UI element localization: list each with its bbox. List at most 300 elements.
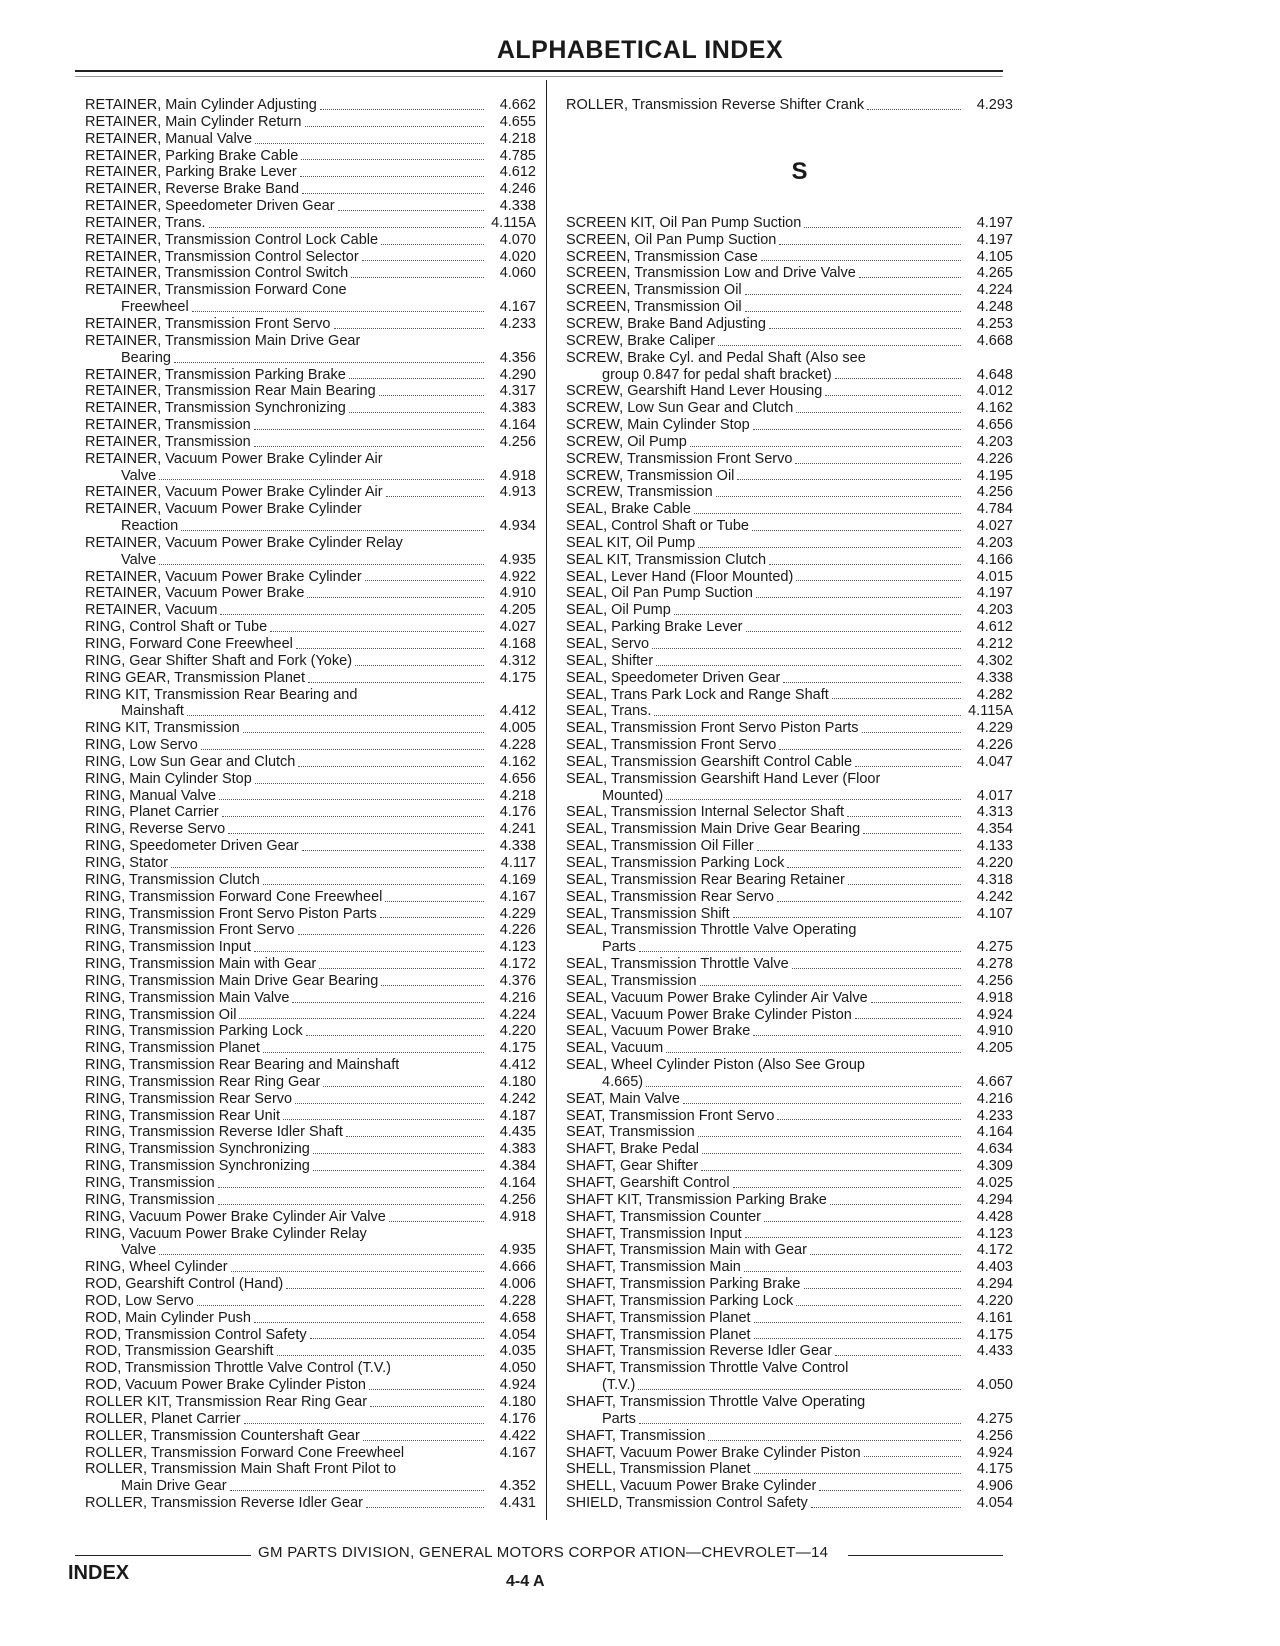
entry-group-number: 4.309 [976, 1158, 1013, 1175]
dot-leader [819, 1490, 961, 1491]
entry-group-number: 4.216 [499, 989, 536, 1006]
index-entry [85, 552, 536, 569]
entry-group-number: 4.015 [976, 568, 1013, 585]
entry-part-name: SHAFT, Transmission Main [566, 1259, 741, 1276]
entry-part-name: RING, Speedometer Driven Gear [85, 838, 299, 855]
entry-part-name: RING, Transmission Parking Lock [85, 1023, 303, 1040]
index-entry [566, 1411, 1013, 1428]
entry-part-name: RETAINER, Vacuum Power Brake Cylinder Air [85, 484, 383, 501]
entry-part-name: SHAFT, Transmission Throttle Valve Operating [566, 1393, 866, 1410]
entry-part-name: (T.V.) [602, 1377, 636, 1394]
dot-leader [792, 968, 961, 969]
blank-line [566, 114, 1013, 131]
entry-group-number: 4.246 [499, 181, 536, 198]
entry-part-name: ROD, Transmission Gearshift [85, 1343, 274, 1360]
entry-part-name: RETAINER, Transmission Forward Cone [85, 282, 347, 299]
entry-part-name: ROLLER, Transmission Reverse Idler Gear [85, 1495, 364, 1512]
index-entry [566, 569, 1013, 586]
index-entry [566, 737, 1013, 754]
index-entry [85, 653, 536, 670]
index-entry [566, 1445, 1013, 1462]
dot-leader [300, 176, 484, 177]
dot-leader [263, 884, 484, 885]
dot-leader [744, 1271, 961, 1272]
entry-part-name: Freewheel [121, 299, 189, 316]
dot-leader [385, 901, 484, 902]
dot-leader [652, 648, 961, 649]
entry-group-number: 4.242 [499, 1090, 536, 1107]
entry-group-number: 4.047 [976, 753, 1013, 770]
entry-group-number: 4.612 [976, 619, 1013, 636]
index-entry [85, 350, 536, 367]
index-entry [566, 1226, 1013, 1243]
entry-part-name: ROLLER, Transmission Main Shaft Front Pilot to [85, 1461, 397, 1478]
dot-leader [307, 597, 484, 598]
dot-leader [666, 1052, 961, 1053]
index-entry [566, 434, 1013, 451]
dot-leader [244, 1423, 484, 1424]
entry-part-name: SHAFT, Gear Shifter [566, 1158, 699, 1175]
index-entry [566, 282, 1013, 299]
index-entry [566, 906, 1013, 923]
entry-group-number: 4.655 [499, 113, 536, 130]
index-entry [566, 1276, 1013, 1293]
entry-group-number: 4.924 [976, 1006, 1013, 1023]
dot-leader [638, 1389, 961, 1390]
dot-leader [159, 564, 484, 565]
index-entry [85, 97, 536, 114]
entry-part-name: RING, Transmission Front Servo Piston Parts [85, 905, 377, 922]
entry-part-name: SHAFT, Transmission Counter [566, 1208, 762, 1225]
dot-leader [783, 682, 961, 683]
entry-part-name: RING, Transmission Forward Cone Freewheel [85, 888, 383, 905]
index-entry [566, 1158, 1013, 1175]
index-entry [85, 501, 536, 518]
index-entry [566, 1428, 1013, 1445]
entry-group-number: 4.906 [976, 1478, 1013, 1495]
dot-leader [702, 1153, 961, 1154]
index-entry [566, 754, 1013, 771]
entry-group-number: 4.180 [499, 1073, 536, 1090]
entry-group-number: 4.203 [976, 534, 1013, 551]
entry-group-number: 4.924 [499, 1377, 536, 1394]
index-entry [85, 838, 536, 855]
entry-group-number: 4.384 [499, 1158, 536, 1175]
entry-part-name: SEAL, Lever Hand (Floor Mounted) [566, 568, 794, 585]
entry-group-number: 4.412 [499, 1057, 536, 1074]
entry-group-number: 4.433 [976, 1343, 1013, 1360]
page-title: ALPHABETICAL INDEX [496, 36, 784, 64]
index-entry [85, 703, 536, 720]
dot-leader [296, 648, 484, 649]
dot-leader [295, 1103, 484, 1104]
dot-leader [320, 109, 484, 110]
index-entry [85, 1259, 536, 1276]
dot-leader [796, 412, 961, 413]
dot-leader [654, 715, 961, 716]
dot-leader [752, 530, 961, 531]
entry-part-name: RETAINER, Speedometer Driven Gear [85, 198, 335, 215]
entry-part-name: RING, Transmission Oil [85, 1006, 237, 1023]
dot-leader [174, 362, 484, 363]
index-entry [566, 97, 1013, 114]
dot-leader [159, 479, 484, 480]
index-entry [566, 400, 1013, 417]
entry-part-name: SEAL, Trans. [566, 703, 652, 720]
index-entry [85, 535, 536, 552]
dot-leader [698, 1136, 961, 1137]
dot-leader [795, 463, 961, 464]
entry-group-number: 4.167 [499, 299, 536, 316]
dot-leader [753, 1035, 961, 1036]
entry-part-name: SCREEN, Transmission Oil [566, 299, 742, 316]
entry-part-name: RING, Transmission Reverse Idler Shaft [85, 1124, 343, 1141]
dot-leader [701, 1170, 961, 1171]
dot-leader [745, 294, 961, 295]
dot-leader [716, 496, 961, 497]
entry-group-number: 4.352 [499, 1478, 536, 1495]
index-entry [566, 1377, 1013, 1394]
entry-group-number: 4.935 [499, 551, 536, 568]
dot-leader [159, 1254, 484, 1255]
entry-part-name: SHELL, Transmission Planet [566, 1461, 751, 1478]
dot-leader [298, 934, 485, 935]
index-entry [85, 400, 536, 417]
dot-leader [255, 143, 484, 144]
index-entry [566, 535, 1013, 552]
entry-group-number: 4.169 [499, 871, 536, 888]
entry-part-name: RETAINER, Vacuum Power Brake [85, 585, 305, 602]
entry-part-name: 4.665) [602, 1073, 644, 1090]
dot-leader [646, 1086, 961, 1087]
entry-group-number: 4.050 [499, 1360, 536, 1377]
entry-group-number: 4.228 [499, 1292, 536, 1309]
index-entry [85, 299, 536, 316]
entry-part-name: RETAINER, Transmission Main Drive Gear [85, 332, 361, 349]
entry-group-number: 4.167 [499, 1444, 536, 1461]
entry-part-name: ROLLER, Transmission Reverse Shifter Crank [566, 97, 865, 113]
entry-group-number: 4.256 [976, 484, 1013, 501]
index-entry [85, 1074, 536, 1091]
entry-group-number: 4.293 [976, 97, 1013, 113]
dot-leader [338, 210, 484, 211]
index-entry [85, 1091, 536, 1108]
dot-leader [830, 1204, 961, 1205]
dot-leader [306, 1035, 484, 1036]
dot-leader [698, 547, 961, 548]
entry-group-number: 4.220 [976, 1292, 1013, 1309]
index-entry [85, 1192, 536, 1209]
entry-group-number: 4.376 [499, 972, 536, 989]
entry-part-name: ROD, Transmission Throttle Valve Control (T.V.) [85, 1360, 391, 1377]
entry-group-number: 4.205 [976, 1040, 1013, 1057]
entry-part-name: RETAINER, Parking Brake Cable [85, 147, 299, 164]
entry-part-name: RETAINER, Transmission [85, 417, 251, 434]
dot-leader [754, 1322, 961, 1323]
dot-leader [811, 1507, 961, 1508]
entry-group-number: 4.612 [499, 164, 536, 181]
dot-leader [298, 766, 484, 767]
entry-part-name: RETAINER, Trans. [85, 214, 206, 231]
entry-part-name: RING, Forward Cone Freewheel [85, 636, 293, 652]
entry-group-number: 4.248 [976, 299, 1013, 316]
dot-leader [769, 564, 961, 565]
entry-part-name: RING, Transmission Synchronizing [85, 1141, 310, 1158]
entry-part-name: SEAL, Oil Pump [566, 602, 671, 619]
blank-line [566, 198, 1013, 215]
entry-part-name: RING, Low Sun Gear and Clutch [85, 753, 296, 770]
dot-leader [769, 328, 961, 329]
entry-group-number: 4.934 [499, 518, 536, 535]
entry-part-name: SEAL, Transmission Throttle Valve [566, 956, 789, 973]
entry-group-number: 4.164 [976, 1124, 1013, 1141]
dot-leader [313, 1153, 484, 1154]
entry-part-name: SEAL, Transmission Rear Servo [566, 888, 774, 905]
index-entry [566, 468, 1013, 485]
entry-part-name: Valve [121, 467, 157, 484]
entry-part-name: SEAL, Transmission Front Servo [566, 737, 777, 754]
dot-leader [757, 850, 961, 851]
entry-group-number: 4.205 [499, 602, 536, 619]
index-entry [85, 1360, 536, 1377]
entry-part-name: RETAINER, Vacuum Power Brake Cylinder [85, 568, 362, 585]
dot-leader [308, 682, 484, 683]
entry-group-number: 4.338 [499, 198, 536, 215]
entry-part-name: SCREW, Gearshift Hand Lever Housing [566, 383, 823, 400]
entry-group-number: 4.317 [499, 383, 536, 400]
dot-leader [181, 530, 484, 531]
index-entry [85, 114, 536, 131]
entry-part-name: SEAL, Transmission Shift [566, 905, 730, 922]
index-entry [566, 501, 1013, 518]
entry-part-name: Reaction [121, 518, 179, 535]
dot-leader [690, 446, 961, 447]
dot-leader [666, 799, 961, 800]
entry-group-number: 4.070 [499, 231, 536, 248]
dot-leader [745, 311, 961, 312]
dot-leader [804, 227, 961, 228]
index-entry [85, 804, 536, 821]
index-entry [85, 1327, 536, 1344]
entry-group-number: 4.218 [499, 787, 536, 804]
dot-leader [674, 614, 961, 615]
index-entry [85, 1445, 536, 1462]
entry-part-name: RING, Wheel Cylinder [85, 1259, 228, 1276]
dot-leader [263, 1052, 484, 1053]
entry-part-name: Bearing [121, 349, 171, 366]
dot-leader [228, 833, 484, 834]
index-entry [85, 1175, 536, 1192]
index-entry [566, 636, 1013, 653]
index-entry [85, 602, 536, 619]
index-entry [85, 619, 536, 636]
dot-leader [334, 328, 485, 329]
entry-part-name: SEAL, Oil Pan Pump Suction [566, 585, 753, 602]
dot-leader [218, 1187, 484, 1188]
entry-group-number: 4.027 [499, 619, 536, 636]
entry-group-number: 4.224 [976, 282, 1013, 299]
index-entry [85, 906, 536, 923]
entry-part-name: SEAL, Shifter [566, 652, 654, 669]
entry-group-number: 4.123 [499, 939, 536, 956]
entry-group-number: 4.435 [499, 1124, 536, 1141]
index-entry [566, 1175, 1013, 1192]
index-entry [566, 1259, 1013, 1276]
entry-group-number: 4.241 [499, 821, 536, 838]
entry-group-number: 4.229 [499, 905, 536, 922]
dot-leader [201, 749, 484, 750]
index-entry [566, 1141, 1013, 1158]
entry-group-number: 4.220 [976, 854, 1013, 871]
entry-group-number: 4.167 [499, 888, 536, 905]
entry-part-name: RETAINER, Transmission [85, 433, 251, 450]
dot-leader [718, 345, 961, 346]
entry-part-name: SCREW, Low Sun Gear and Clutch [566, 400, 794, 417]
index-entry [85, 417, 536, 434]
index-entry [566, 417, 1013, 434]
entry-part-name: SCREEN, Oil Pan Pump Suction [566, 231, 777, 248]
entry-part-name: SCREW, Transmission Oil [566, 467, 735, 484]
entry-group-number: 4.172 [499, 956, 536, 973]
entry-part-name: SHIELD, Transmission Control Safety [566, 1495, 808, 1512]
index-entry [566, 1192, 1013, 1209]
entry-part-name: RING, Vacuum Power Brake Cylinder Air Valve [85, 1208, 386, 1225]
index-entry [85, 754, 536, 771]
dot-leader [753, 429, 961, 430]
entry-part-name: RING, Transmission Rear Unit [85, 1107, 280, 1124]
index-entry [85, 1158, 536, 1175]
entry-part-name: SHELL, Vacuum Power Brake Cylinder [566, 1478, 817, 1495]
entry-part-name: RETAINER, Reverse Brake Band [85, 181, 300, 198]
entry-part-name: RING, Reverse Servo [85, 821, 226, 838]
footer-rule-right [848, 1555, 1003, 1556]
dot-leader [230, 1490, 484, 1491]
entry-group-number: 4.180 [499, 1393, 536, 1410]
dot-leader [365, 580, 484, 581]
index-entry [566, 333, 1013, 350]
entry-part-name: SHAFT, Transmission Parking Brake [566, 1276, 801, 1293]
dot-leader [369, 1389, 484, 1390]
entry-part-name: RETAINER, Transmission Rear Main Bearing [85, 383, 376, 400]
dot-leader [810, 1254, 961, 1255]
entry-group-number: 4.256 [499, 1191, 536, 1208]
dot-leader [737, 479, 961, 480]
index-entry [85, 367, 536, 384]
index-entry [566, 585, 1013, 602]
index-entry [566, 1360, 1013, 1377]
dot-leader [754, 1473, 961, 1474]
index-entry [85, 1108, 536, 1125]
dot-leader [777, 901, 961, 902]
entry-part-name: SEAT, Main Valve [566, 1090, 680, 1107]
entry-group-number: 4.115A [968, 703, 1013, 720]
index-entry [566, 249, 1013, 266]
entry-group-number: 4.175 [499, 1040, 536, 1057]
entry-part-name: Parts [602, 1410, 636, 1427]
entry-group-number: 4.662 [499, 97, 536, 113]
index-entry [566, 1007, 1013, 1024]
entry-group-number: 4.935 [499, 1242, 536, 1259]
entry-group-number: 4.035 [499, 1343, 536, 1360]
entry-part-name: RETAINER, Manual Valve [85, 130, 253, 147]
dot-leader [349, 412, 484, 413]
dot-leader [863, 833, 961, 834]
index-entry [85, 383, 536, 400]
index-entry [566, 518, 1013, 535]
entry-group-number: 4.054 [499, 1326, 536, 1343]
dot-leader [825, 395, 961, 396]
index-entry [566, 720, 1013, 737]
index-entry [566, 990, 1013, 1007]
dot-leader [231, 1271, 484, 1272]
index-entry [566, 922, 1013, 939]
entry-group-number: 4.294 [976, 1276, 1013, 1293]
entry-part-name: SEAL, Transmission Internal Selector Shaft [566, 804, 845, 821]
entry-group-number: 4.658 [499, 1309, 536, 1326]
entry-group-number: 4.634 [976, 1141, 1013, 1158]
entry-part-name: RETAINER, Vacuum Power Brake Cylinder Relay [85, 534, 403, 551]
dot-leader [187, 715, 484, 716]
dot-leader [301, 159, 484, 160]
entry-group-number: 4.220 [499, 1023, 536, 1040]
dot-leader [745, 1237, 961, 1238]
dot-leader [323, 1086, 484, 1087]
index-entry [566, 299, 1013, 316]
entry-group-number: 4.025 [976, 1175, 1013, 1192]
dot-leader [656, 665, 961, 666]
dot-leader [192, 311, 484, 312]
dot-leader [761, 260, 961, 261]
entry-group-number: 4.060 [499, 265, 536, 282]
entry-part-name: ROD, Main Cylinder Push [85, 1309, 251, 1326]
index-entry [566, 1394, 1013, 1411]
entry-group-number: 4.913 [499, 484, 536, 501]
entry-group-number: 4.784 [976, 501, 1013, 518]
entry-group-number: 4.027 [976, 518, 1013, 535]
entry-group-number: 4.162 [499, 753, 536, 770]
index-entry [85, 569, 536, 586]
right-index-column [566, 97, 1013, 1512]
index-entry [566, 956, 1013, 973]
entry-part-name: RETAINER, Transmission Parking Brake [85, 366, 346, 383]
index-entry [566, 552, 1013, 569]
entry-group-number: 4.354 [976, 821, 1013, 838]
entry-part-name: RING, Planet Carrier [85, 804, 219, 821]
index-entry [85, 1293, 536, 1310]
index-entry [85, 1428, 536, 1445]
entry-part-name: SCREW, Transmission [566, 484, 713, 501]
index-entry [85, 333, 536, 350]
entry-part-name: RING, Manual Valve [85, 787, 217, 804]
dot-leader [220, 614, 484, 615]
entry-group-number: 4.017 [976, 787, 1013, 804]
index-entry [85, 737, 536, 754]
entry-part-name: SEAL, Transmission [566, 972, 697, 989]
dot-leader [171, 867, 484, 868]
dot-leader [787, 867, 961, 868]
index-entry [566, 653, 1013, 670]
index-entry [85, 249, 536, 266]
index-entry [85, 164, 536, 181]
dot-leader [835, 1355, 961, 1356]
index-entry [85, 922, 536, 939]
entry-part-name: SEAL, Wheel Cylinder Piston (Also See Group [566, 1057, 865, 1074]
entry-part-name: RETAINER, Main Cylinder Adjusting [85, 97, 317, 113]
dot-leader [243, 732, 484, 733]
index-entry [85, 265, 536, 282]
entry-part-name: RING GEAR, Transmission Planet [85, 669, 305, 686]
entry-group-number: 4.275 [976, 1410, 1013, 1427]
